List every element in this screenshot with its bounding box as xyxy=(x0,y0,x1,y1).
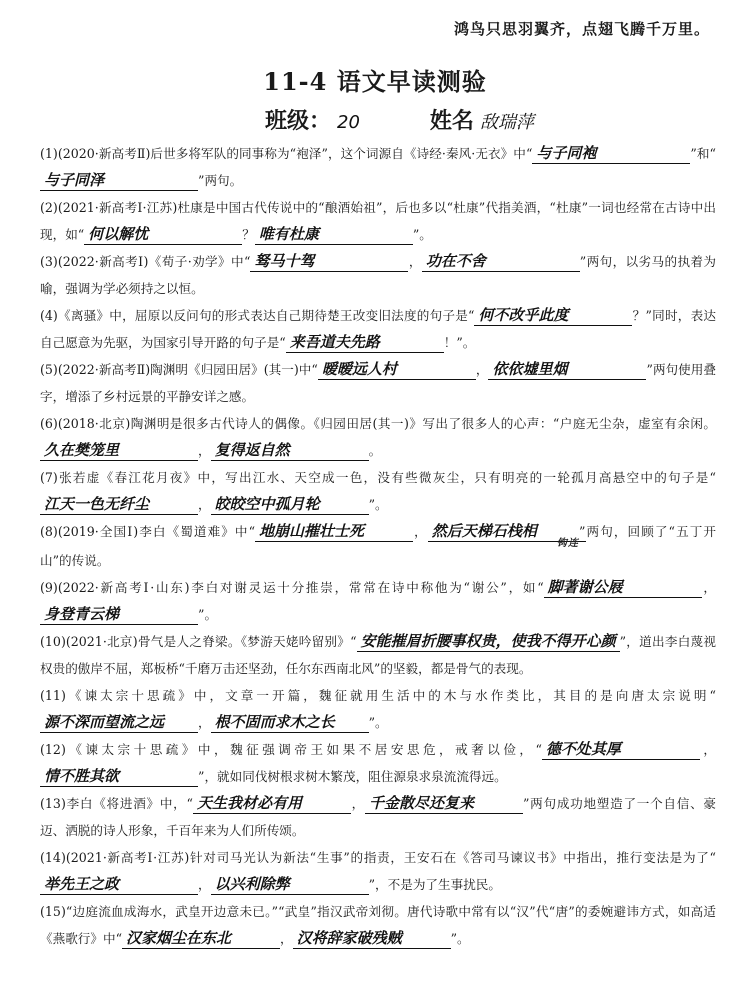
answer-blank: 驽马十驾 xyxy=(250,251,408,272)
question-1: (1)(2020·新高考Ⅱ)后世多将军队的同事称为“袍泽”，这个词源自《诗经·秦风·无衣》中“ 与子同袍 ”和“与子同泽 ”两句。 xyxy=(40,144,716,189)
answer-blank: 皎皎空中孤月轮 xyxy=(211,494,369,515)
question-list xyxy=(40,140,716,952)
question-5: (5)(2022·新高考Ⅱ)陶渊明《归园田居》(其一)中“ 暧暧远人村 ， 依依墟里烟 ”两句使用叠字，增添了乡村远景的平静安详之感。 xyxy=(40,360,716,404)
answer-blank: 唯有杜康 xyxy=(255,224,413,245)
name-label: 姓名 xyxy=(429,108,474,134)
answer-blank: 久在樊笼里 xyxy=(40,440,198,461)
answer-blank: 天生我材必有用 xyxy=(193,793,351,814)
question-14: (14)(2021·新高考Ⅰ·江苏)针对司马光认为新法“生事”的指责，王安石在《答司马谏议书》中指出，推行变法是为了“举先王之政 ， 以兴利除弊 ”，不是为了生事扰民。 xyxy=(40,850,716,893)
answer-blank: 千金散尽还复来 xyxy=(365,793,523,814)
answer-blank: 源不深而望流之远 xyxy=(40,712,198,733)
question-9: (9)(2022·新高考Ⅰ·山东)李白对谢灵运十分推崇，常常在诗中称他为“谢公”，如“ 脚著谢公屐 ，身登青云梯 ”。 xyxy=(40,578,717,623)
question-3: (3)(2022·新高考Ⅰ)《荀子·劝学》中“ 驽马十驾 ， 功在不舍 ”两句，以劣马的执着为喻，强调为学必须持之以恒。 xyxy=(40,252,716,296)
answer-blank: 江天一色无纤尘 xyxy=(40,494,198,515)
question-2: (2)(2021·新高考Ⅰ·江苏)杜康是中国古代传说中的“酿酒始祖”，后也多以“杜康”代指美酒，“杜康”一词也经常在古诗中出现，如“ 何以解忧 ？ 唯有杜康 ”。 xyxy=(40,200,716,243)
answer-blank: 功在不舍 xyxy=(422,251,580,272)
answer-blank: 何以解忧 xyxy=(84,224,242,245)
answer-blank: 脚著谢公屐 xyxy=(544,577,702,598)
motto-text: 鸿鸟只思羽翼齐，点翅飞腾千万里。 xyxy=(453,20,710,38)
student-info-line xyxy=(265,104,534,135)
answer-blank: 德不处其厚 xyxy=(542,739,700,760)
answer-blank: 与子同袍 xyxy=(532,143,690,164)
question-10: (10)(2021·北京)骨气是人之脊梁。《梦游天姥吟留别》“ 安能摧眉折腰事权贵，使我不得开心颜 ”，道出李白蔑视权贵的傲岸不屈，郑板桥“千磨万击还坚劲，任尔东西南北风”的坚毅，都是骨气的表现。 xyxy=(40,632,716,676)
question-11: (11)《谏太宗十思疏》中，文章一开篇，魏征就用生活中的木与水作类比，其目的是向唐太宗说明“源不深而望流之远 ， 根不固而求木之长 ”。 xyxy=(40,688,716,731)
answer-blank: 与子同泽 xyxy=(40,170,198,191)
handwritten-note: 钩连 xyxy=(555,538,580,549)
answer-blank: 何不改乎此度 xyxy=(474,305,632,326)
question-6: (6)(2018·北京)陶渊明是很多古代诗人的偶像。《归园田居(其一)》写出了很多人的心声：“户庭无尘杂，虚室有余闲。久在樊笼里 ， 复得返自然 。 xyxy=(40,416,716,459)
answer-blank: 身登青云梯 xyxy=(40,604,198,625)
page-title: 11-4 语文早读测验 xyxy=(263,67,487,96)
answer-blank: 情不胜其欲 xyxy=(40,766,198,787)
question-4: (4)《离骚》中，屈原以反问句的形式表达自己期待楚王改变旧法度的句子是“ 何不改乎此度 ？”同时，表达自己愿意为先驱，为国家引导开路的句子是“ 来吾道夫先路 ！”。 xyxy=(40,306,716,351)
question-15: (15)“边庭流血成海水，武皇开边意未已。”“武皇”指汉武帝刘彻。唐代诗歌中常有以“汉”代“唐”的委婉避讳方式，如高适《燕歌行》中“ 汉家烟尘在东北 ， 汉将辞家破残贼 ”。 xyxy=(40,904,716,947)
name-value: 敌瑞萍 xyxy=(479,112,534,133)
question-7: (7)张若虚《春江花月夜》中，写出江水、天空成一色，没有些微灰尘，只有明亮的一轮孤月高悬空中的句子是“江天一色无纤尘 ， 皎皎空中孤月轮 ”。 xyxy=(40,470,716,513)
answer-blank: 汉将辞家破残贼 xyxy=(293,928,451,949)
class-label: 班级： xyxy=(265,108,332,134)
answer-blank: 然后天梯石栈相 xyxy=(428,521,586,542)
answer-blank: 地崩山摧壮士死 xyxy=(255,521,413,542)
class-value: 20 xyxy=(337,112,360,133)
answer-blank: 安能摧眉折腰事权贵，使我不得开心颜 xyxy=(357,631,620,652)
answer-blank: 根不固而求木之长 xyxy=(211,712,369,733)
answer-blank: 汉家烟尘在东北 xyxy=(122,928,280,949)
answer-blank: 来吾道夫先路 xyxy=(286,332,444,353)
answer-blank: 举先王之政 xyxy=(40,874,198,895)
question-8: (8)(2019·全国Ⅰ)李白《蜀道难》中“ 地崩山摧壮士死 ， 然后天梯石栈相$_{钩连}$”两句，回顾了“五丁开山”的传说。 xyxy=(40,522,716,568)
answer-blank: 以兴利除弊 xyxy=(211,874,369,895)
answer-blank: 暧暧远人村 xyxy=(318,359,476,380)
answer-blank: 依依墟里烟 xyxy=(488,359,646,380)
question-12: (12)《谏太宗十思疏》中，魏征强调帝王如果不居安思危，戒奢以俭，“ 德不处其厚 ，情不胜其欲 ”，就如同伐树根求树木繁茂，阻住源泉求泉流流得远。 xyxy=(40,740,716,785)
answer-blank: 复得返自然 xyxy=(211,440,369,461)
question-13: (13)李白《将进酒》中，“ 天生我材必有用 ， 千金散尽还复来 ”两句成功地塑造了一个自信、豪迈、洒脱的诗人形象，千百年来为人们所传颂。 xyxy=(40,794,716,838)
